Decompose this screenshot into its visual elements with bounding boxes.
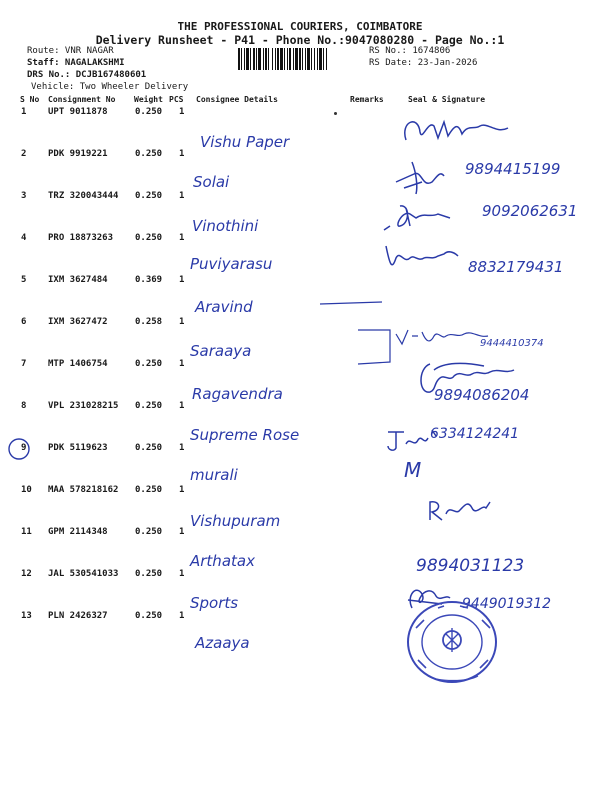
row-consignment-no: JAL 530541033 (48, 569, 119, 579)
company-title: THE PROFESSIONAL COURIERS, COIMBATORE (177, 20, 423, 33)
row-consignment-no: MAA 578218162 (48, 485, 119, 495)
row-weight: 0.250 (135, 527, 163, 537)
barcode-bar (268, 48, 269, 70)
row-pcs: 1 (179, 611, 185, 621)
handwritten-signature-text: 6334124241 (430, 426, 520, 442)
row-sno: 1 (21, 107, 27, 117)
row-weight: 0.369 (135, 275, 163, 285)
barcode-bar (263, 48, 264, 70)
company-seal-stamp (398, 598, 510, 686)
row-sno: 12 (21, 569, 32, 579)
rs-number: RS No.: 1674806 (369, 46, 451, 56)
handwritten-consignee-name: Vishu Paper (200, 133, 290, 151)
barcode-bar (272, 48, 273, 70)
barcode-bar (295, 48, 298, 70)
row-consignment-no: PRO 18873263 (48, 233, 114, 243)
row-pcs: 1 (179, 359, 185, 369)
handwritten-consignee-name: Saraaya (190, 342, 252, 360)
signature-scribble-2 (392, 152, 462, 198)
col-pcs: PCS (169, 95, 184, 104)
row-pcs: 1 (179, 569, 185, 579)
row-pcs: 1 (179, 191, 185, 201)
handwritten-signature-text: 9894415199 (465, 160, 561, 178)
handwritten-signature-text: M (404, 458, 422, 482)
row-sno: 6 (21, 317, 27, 327)
row-sno: 13 (21, 611, 32, 621)
row-weight: 0.250 (135, 191, 163, 201)
barcode-bar (258, 48, 261, 70)
row-consignment-no: PLN 2426327 (48, 611, 108, 621)
row-consignment-no: MTP 1406754 (48, 359, 108, 369)
signature-scribble-6 (392, 318, 502, 358)
route-label: Route: VNR NAGAR (27, 46, 114, 56)
handwritten-consignee-name: Vinothini (192, 217, 259, 235)
row-consignment-no: IXM 3627484 (48, 275, 108, 285)
row-weight: 0.258 (135, 317, 163, 327)
vehicle-label: Vehicle: Two Wheeler Delivery (31, 82, 189, 92)
barcode-bar (250, 48, 251, 70)
table-row (0, 527, 600, 541)
table-row (0, 443, 600, 457)
table-row (0, 275, 600, 289)
row-pcs: 1 (179, 527, 185, 537)
staff-label: Staff: NAGALAKSHMI (27, 58, 125, 68)
barcode-bar (323, 48, 324, 70)
table-row (0, 611, 600, 625)
col-sno: S No (20, 95, 40, 104)
barcode-bar (246, 48, 249, 70)
row-weight: 0.250 (135, 359, 163, 369)
barcode-bar (293, 48, 294, 70)
barcode-bar (299, 48, 301, 70)
col-seal: Seal & Signature (408, 95, 486, 104)
row-weight: 0.250 (135, 443, 163, 453)
handwritten-signature-text: 9449019312 (462, 596, 552, 612)
row-sno: 11 (21, 527, 32, 537)
handwritten-signature-text: 9894086204 (434, 386, 530, 404)
row-sno: 9 (21, 443, 27, 453)
handwritten-consignee-name: murali (190, 466, 238, 484)
barcode-bar (311, 48, 312, 70)
row-sno: 4 (21, 233, 27, 243)
row-pcs: 1 (179, 275, 185, 285)
handwritten-consignee-name: Arthatax (190, 552, 255, 570)
col-weight: Weight (134, 95, 163, 104)
handwritten-consignee-name: Puviyarasu (190, 255, 273, 273)
row-sno: 3 (21, 191, 27, 201)
handwritten-consignee-name: Azaaya (195, 634, 250, 652)
row-pcs: 1 (179, 149, 185, 159)
row-sno: 5 (21, 275, 27, 285)
row-weight: 0.250 (135, 233, 163, 243)
row9-circle-mark (6, 436, 32, 462)
handwritten-consignee-name: Sports (190, 594, 239, 612)
row-sno: 2 (21, 149, 27, 159)
handwritten-signature-text: 9092062631 (482, 202, 578, 220)
barcode-bar (314, 48, 315, 70)
handwritten-signature-text: 9444410374 (480, 338, 544, 349)
row-consignment-no: VPL 231028215 (48, 401, 119, 411)
runsheet-subtitle: Delivery Runsheet - P41 - Phone No.:9047080280 - Page No.:1 (95, 33, 505, 47)
row-consignment-no: UPT 9011878 (48, 107, 108, 117)
row-sno: 7 (21, 359, 27, 369)
barcode-bar (284, 48, 285, 70)
signature-scribble-1 (398, 112, 518, 152)
handwritten-consignee-name: Supreme Rose (190, 426, 300, 444)
row-weight: 0.250 (135, 149, 163, 159)
row-consignment-no: PDK 9919221 (48, 149, 108, 159)
barcode-bar (241, 48, 242, 70)
barcode-bar (265, 48, 267, 70)
barcode-bar (256, 48, 257, 70)
drs-number: DRS No.: DCJB167480601 (27, 70, 147, 80)
handwritten-consignee-name: Aravind (195, 298, 253, 316)
col-remarks: Remarks (350, 95, 384, 104)
row-consignment-no: PDK 5119623 (48, 443, 108, 453)
barcode-bar (275, 48, 276, 70)
handwritten-signature-text: 9894031123 (416, 556, 525, 576)
table-row (0, 233, 600, 247)
handwritten-consignee-name: Ragavendra (192, 385, 283, 403)
barcode-bar (317, 48, 318, 70)
row-pcs: 1 (179, 401, 185, 411)
row-weight: 0.250 (135, 611, 163, 621)
row-sno: 8 (21, 401, 27, 411)
barcode-bar (280, 48, 283, 70)
row-weight: 0.250 (135, 569, 163, 579)
barcode-bar (307, 48, 310, 70)
handwritten-consignee-name: Solai (193, 173, 230, 191)
rs-date: RS Date: 23-Jan-2026 (369, 58, 478, 68)
table-row (0, 317, 600, 331)
row-weight: 0.250 (135, 107, 163, 117)
barcode-bar (305, 48, 306, 70)
row-weight: 0.250 (135, 485, 163, 495)
row-consignment-no: TRZ 320043444 (48, 191, 119, 201)
row-consignment-no: IXM 3627472 (48, 317, 108, 327)
barcode-bar (287, 48, 288, 70)
signature-scribble-8 (384, 424, 444, 454)
barcode-bar (277, 48, 279, 70)
barcode-bar (238, 48, 240, 70)
row-weight: 0.250 (135, 401, 163, 411)
row-pcs: 1 (179, 485, 185, 495)
row-pcs: 1 (179, 107, 185, 117)
barcode-bar (289, 48, 291, 70)
row-pcs: 1 (179, 317, 185, 327)
barcode-bar (244, 48, 245, 70)
row-pcs: 1 (179, 233, 185, 243)
table-row (0, 485, 600, 499)
barcode-image (238, 48, 366, 70)
handwritten-consignee-name: Vishupuram (190, 512, 281, 530)
handwritten-signature-text: 8832179431 (468, 258, 564, 276)
signature-scribble-3 (380, 196, 470, 236)
row-pcs: 1 (179, 443, 185, 453)
barcode-bar (319, 48, 322, 70)
ink-dot (334, 112, 337, 115)
col-consignment: Consignment No (48, 95, 116, 104)
row-consignment-no: GPM 2114348 (48, 527, 108, 537)
signature-scribble-10 (420, 496, 500, 532)
signature-scribble-4 (382, 236, 472, 276)
row-sno: 10 (21, 485, 32, 495)
signature-scribble-7 (414, 358, 524, 398)
col-consignee: Consignee Details (196, 95, 278, 104)
barcode-bar (302, 48, 303, 70)
barcode-bar (326, 48, 327, 70)
barcode-bar (253, 48, 255, 70)
